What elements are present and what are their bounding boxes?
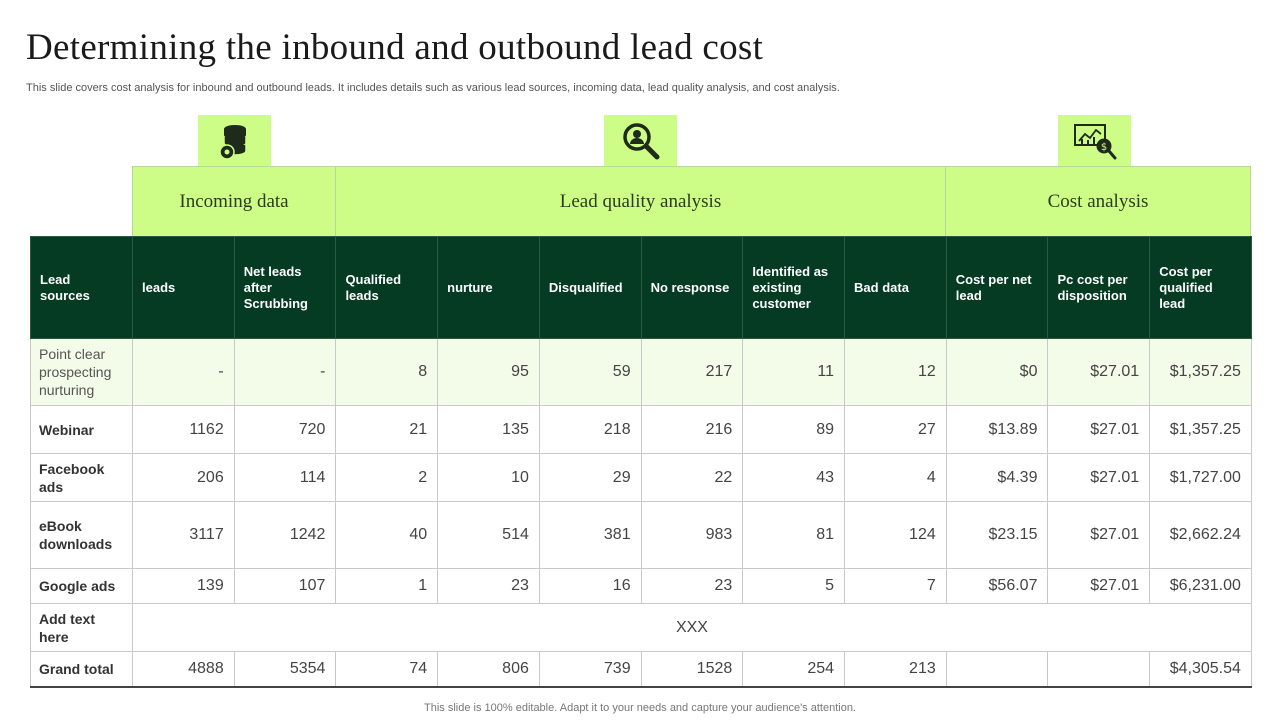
table-cell: 206: [133, 454, 235, 502]
table-cell: 107: [234, 569, 336, 604]
table-cell: $13.89: [946, 406, 1048, 454]
table-cell: 124: [845, 502, 947, 569]
table-row: [31, 502, 1252, 569]
column-header: leads: [133, 237, 235, 339]
cost-analysis-icon: [1058, 115, 1131, 166]
column-header: No response: [641, 237, 743, 339]
row-label: Facebook ads: [31, 454, 133, 502]
table-cell: [1048, 652, 1150, 687]
table-cell: 23: [438, 569, 540, 604]
table-cell: 720: [234, 406, 336, 454]
table-row: [31, 339, 1252, 406]
table-cell: 89: [743, 406, 845, 454]
table-cell: 114: [234, 454, 336, 502]
table-row: [31, 604, 1252, 652]
table-cell: 3117: [133, 502, 235, 569]
table-cell: 2: [336, 454, 438, 502]
column-header: Disqualified: [539, 237, 641, 339]
table-cell: 10: [438, 454, 540, 502]
row-label: Point clear prospecting nurturing: [31, 339, 133, 406]
table-cell: 8: [336, 339, 438, 406]
table-cell: 22: [641, 454, 743, 502]
table-cell: 1242: [234, 502, 336, 569]
column-header: nurture: [438, 237, 540, 339]
table-cell: 5: [743, 569, 845, 604]
table-cell: $27.01: [1048, 454, 1150, 502]
footer-note: This slide is 100% editable. Adapt it to your needs and capture your audience's attention.: [424, 702, 856, 714]
table-cell: 7: [845, 569, 947, 604]
group-header-quality: Lead quality analysis: [335, 166, 946, 237]
table-cell: 135: [438, 406, 540, 454]
table-cell: $4.39: [946, 454, 1048, 502]
table-cell: 74: [336, 652, 438, 687]
database-gear-icon: [198, 115, 271, 166]
table-cell: $1,727.00: [1150, 454, 1252, 502]
column-header: Qualified leads: [336, 237, 438, 339]
table-cell: 81: [743, 502, 845, 569]
placeholder-cell: XXX: [133, 604, 1252, 652]
table-cell: 27: [845, 406, 947, 454]
table-cell: 218: [539, 406, 641, 454]
column-header: Cost per net lead: [946, 237, 1048, 339]
table-cell: 1162: [133, 406, 235, 454]
table-cell: $27.01: [1048, 569, 1150, 604]
table-cell: -: [133, 339, 235, 406]
table-cell: 5354: [234, 652, 336, 687]
table-cell: 95: [438, 339, 540, 406]
table-cell: 43: [743, 454, 845, 502]
table-cell: 4: [845, 454, 947, 502]
column-header: Lead sources: [31, 237, 133, 339]
row-label: Google ads: [31, 569, 133, 604]
table-row: [31, 569, 1252, 604]
table-cell: 739: [539, 652, 641, 687]
group-header-cost: Cost analysis: [945, 166, 1251, 237]
table-cell: $27.01: [1048, 502, 1150, 569]
table-cell: $0: [946, 339, 1048, 406]
column-header-row: [31, 237, 1252, 339]
column-header: Pc cost per disposition: [1048, 237, 1150, 339]
table-cell: 139: [133, 569, 235, 604]
table-cell: 254: [743, 652, 845, 687]
table-cell: -: [234, 339, 336, 406]
table-cell: 806: [438, 652, 540, 687]
table-cell: 23: [641, 569, 743, 604]
table-cell: $1,357.25: [1150, 339, 1252, 406]
table-cell: $27.01: [1048, 406, 1150, 454]
table-cell: $1,357.25: [1150, 406, 1252, 454]
column-header: Identified as existing customer: [743, 237, 845, 339]
svg-text:$: $: [1100, 141, 1107, 153]
table-cell: 40: [336, 502, 438, 569]
table-cell: $2,662.24: [1150, 502, 1252, 569]
row-label: Webinar: [31, 406, 133, 454]
row-label: Add text here: [31, 604, 133, 652]
page-subtitle: This slide covers cost analysis for inbound and outbound leads. It includes details such as various lead sources, incoming data, lead quality analysis, and cost analysis.: [26, 82, 840, 94]
table-cell: 29: [539, 454, 641, 502]
grand-total-row: [31, 652, 1252, 687]
group-header-incoming: Incoming data: [132, 166, 336, 237]
table-cell: $6,231.00: [1150, 569, 1252, 604]
table-cell: 217: [641, 339, 743, 406]
table-cell: 4888: [133, 652, 235, 687]
table-cell: 213: [845, 652, 947, 687]
table-cell: 59: [539, 339, 641, 406]
lead-cost-table: [30, 236, 1252, 688]
table-cell: 514: [438, 502, 540, 569]
table-row: [31, 406, 1252, 454]
table-cell: 1528: [641, 652, 743, 687]
table-row: [31, 454, 1252, 502]
row-label: Grand total: [31, 652, 133, 687]
person-search-icon: [604, 115, 677, 166]
table-cell: 381: [539, 502, 641, 569]
column-header: Cost per qualified lead: [1150, 237, 1252, 339]
table-cell: 21: [336, 406, 438, 454]
table-cell: 983: [641, 502, 743, 569]
table-cell: 12: [845, 339, 947, 406]
table-cell: $56.07: [946, 569, 1048, 604]
table-cell: $23.15: [946, 502, 1048, 569]
table-cell: $27.01: [1048, 339, 1150, 406]
row-label: eBook downloads: [31, 502, 133, 569]
table-cell: 16: [539, 569, 641, 604]
column-header: Net leads after Scrubbing: [234, 237, 336, 339]
table-cell: 11: [743, 339, 845, 406]
column-header: Bad data: [845, 237, 947, 339]
table-cell: 216: [641, 406, 743, 454]
table-cell: [946, 652, 1048, 687]
table-cell: $4,305.54: [1150, 652, 1252, 687]
table-cell: 1: [336, 569, 438, 604]
page-title: Determining the inbound and outbound lead cost: [26, 27, 764, 68]
